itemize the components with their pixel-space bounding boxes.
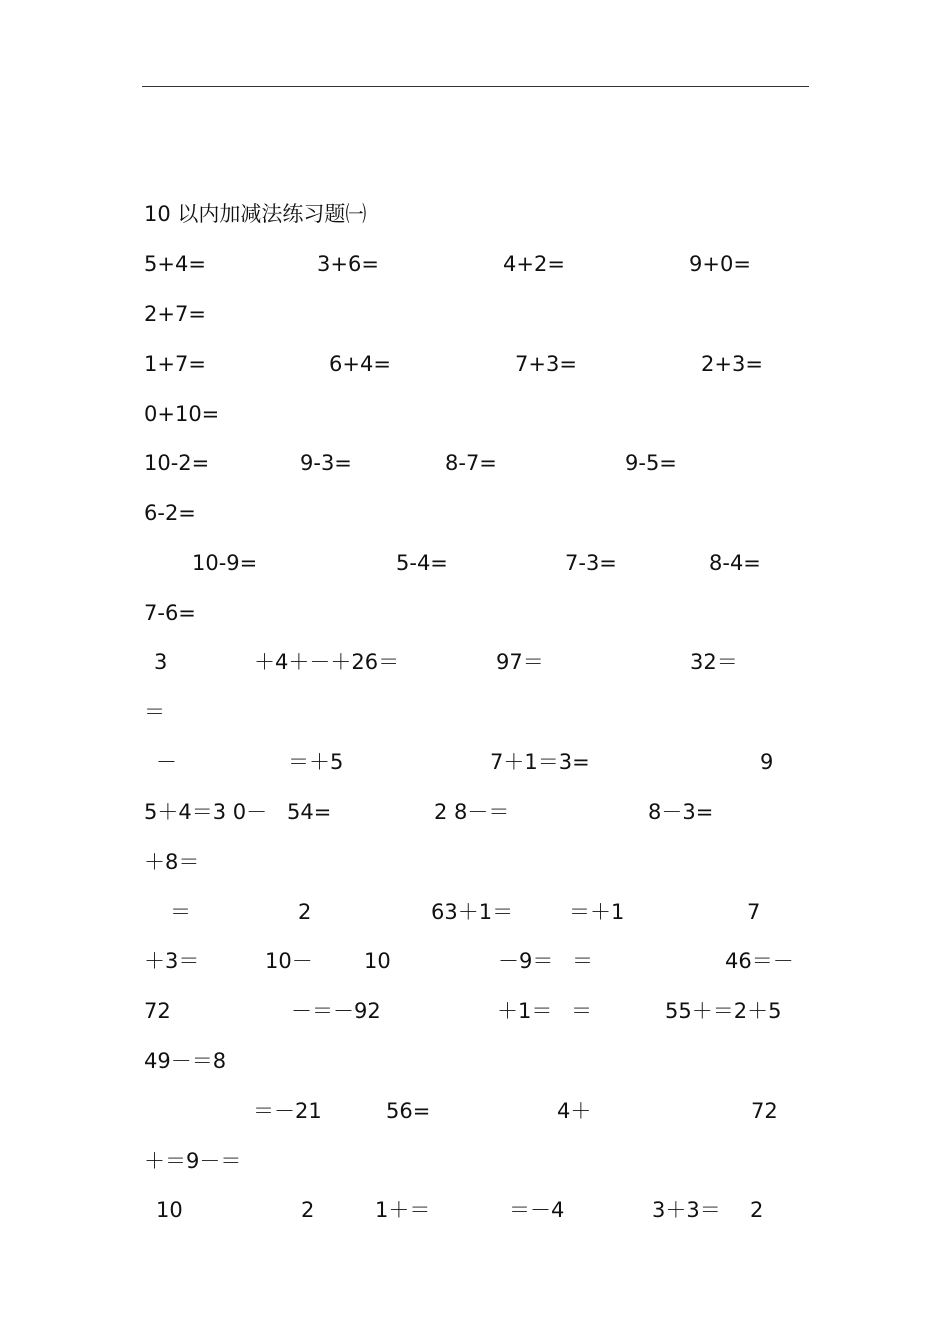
- exercise-row: [0, 997, 950, 1025]
- exercise-item: 9+0=: [689, 252, 751, 276]
- exercise-item: 10-9=: [192, 551, 258, 575]
- exercise-item: 2+3=: [701, 352, 763, 376]
- exercise-item: 46＝－: [725, 949, 794, 973]
- exercise-item: 4＋: [557, 1099, 592, 1123]
- exercise-item: 8-4=: [709, 551, 761, 575]
- exercise-row: [0, 898, 950, 926]
- exercise-item: 10: [156, 1198, 183, 1222]
- exercise-row: [0, 300, 950, 328]
- exercise-item: －: [156, 750, 177, 774]
- exercise-row: [0, 1047, 950, 1075]
- exercise-row: [0, 400, 950, 428]
- exercise-item: 5-4=: [396, 551, 448, 575]
- exercise-item: ＝＋1: [569, 900, 625, 924]
- exercise-row: [0, 1147, 950, 1175]
- exercise-item: ＝: [571, 999, 592, 1023]
- exercise-item: 3＋3＝: [652, 1198, 721, 1222]
- exercise-item: ＋3＝: [144, 949, 200, 973]
- exercise-item: ＝: [170, 900, 191, 924]
- exercise-item: 56=: [386, 1099, 431, 1123]
- exercise-item: 55＋＝2＋5: [665, 999, 782, 1023]
- exercise-row: [0, 549, 950, 577]
- exercise-item: 7-6=: [144, 601, 196, 625]
- exercise-item: ＝－4: [509, 1198, 565, 1222]
- exercise-row: [0, 499, 950, 527]
- exercise-item: ＋4＋－＋26＝: [254, 650, 400, 674]
- exercise-row: [0, 648, 950, 676]
- exercise-row: [0, 1097, 950, 1125]
- exercise-item: 8－3=: [648, 800, 714, 824]
- exercise-item: 7+3=: [515, 352, 577, 376]
- exercise-item: 2: [298, 900, 312, 924]
- exercise-item: 49－＝8: [144, 1049, 227, 1073]
- header-rule: [142, 86, 809, 87]
- worksheet-title: 10 以内加减法练习题㈠: [144, 202, 367, 226]
- exercise-item: 2 8－＝: [434, 800, 510, 824]
- exercise-item: 1+7=: [144, 352, 206, 376]
- exercise-item: 9: [760, 750, 774, 774]
- exercise-item: 72: [144, 999, 171, 1023]
- exercise-row: [0, 748, 950, 776]
- exercise-item: 6-2=: [144, 501, 196, 525]
- exercise-item: 2: [750, 1198, 764, 1222]
- exercise-item: 9-5=: [625, 451, 677, 475]
- exercise-item: 63＋1＝: [431, 900, 514, 924]
- exercise-row: [0, 1196, 950, 1224]
- exercise-item: 5＋4＝3 0－: [144, 800, 268, 824]
- exercise-item: 7＋1＝3=: [490, 750, 590, 774]
- exercise-item: ＋8＝: [144, 850, 200, 874]
- exercise-row: [0, 250, 950, 278]
- exercise-item: 7-3=: [565, 551, 617, 575]
- exercise-item: －9＝: [498, 949, 554, 973]
- exercise-item: 8-7=: [445, 451, 497, 475]
- exercise-item: 9-3=: [300, 451, 352, 475]
- exercise-item: 6+4=: [329, 352, 391, 376]
- exercise-row: [0, 599, 950, 627]
- exercise-item: 5+4=: [144, 252, 206, 276]
- exercise-item: 32＝: [690, 650, 738, 674]
- exercise-item: 7: [747, 900, 761, 924]
- exercise-item: 3: [154, 650, 168, 674]
- exercise-row: [0, 350, 950, 378]
- exercise-item: ＝: [572, 949, 593, 973]
- exercise-item: 2: [301, 1198, 315, 1222]
- exercise-item: 3+6=: [317, 252, 379, 276]
- exercise-item: 0+10=: [144, 402, 220, 426]
- exercise-item: ＝: [144, 700, 165, 724]
- exercise-item: 4+2=: [503, 252, 565, 276]
- exercise-row: [0, 798, 950, 826]
- exercise-item: 54=: [287, 800, 332, 824]
- exercise-item: －＝－92: [291, 999, 381, 1023]
- exercise-item: 2+7=: [144, 302, 206, 326]
- exercise-item: ＝＋5: [288, 750, 344, 774]
- exercise-row: [0, 449, 950, 477]
- exercise-row: [0, 698, 950, 726]
- exercise-item: ＝－21: [253, 1099, 322, 1123]
- exercise-row: [0, 947, 950, 975]
- exercise-item: 10-2=: [144, 451, 210, 475]
- exercise-item: ＋1＝: [497, 999, 553, 1023]
- exercise-item: 10: [364, 949, 391, 973]
- exercise-row: [0, 848, 950, 876]
- exercise-item: 72: [751, 1099, 778, 1123]
- exercise-item: ＋＝9－＝: [144, 1149, 242, 1173]
- exercise-item: 10－: [265, 949, 313, 973]
- exercise-item: 97＝: [496, 650, 544, 674]
- exercise-item: 1＋＝: [375, 1198, 431, 1222]
